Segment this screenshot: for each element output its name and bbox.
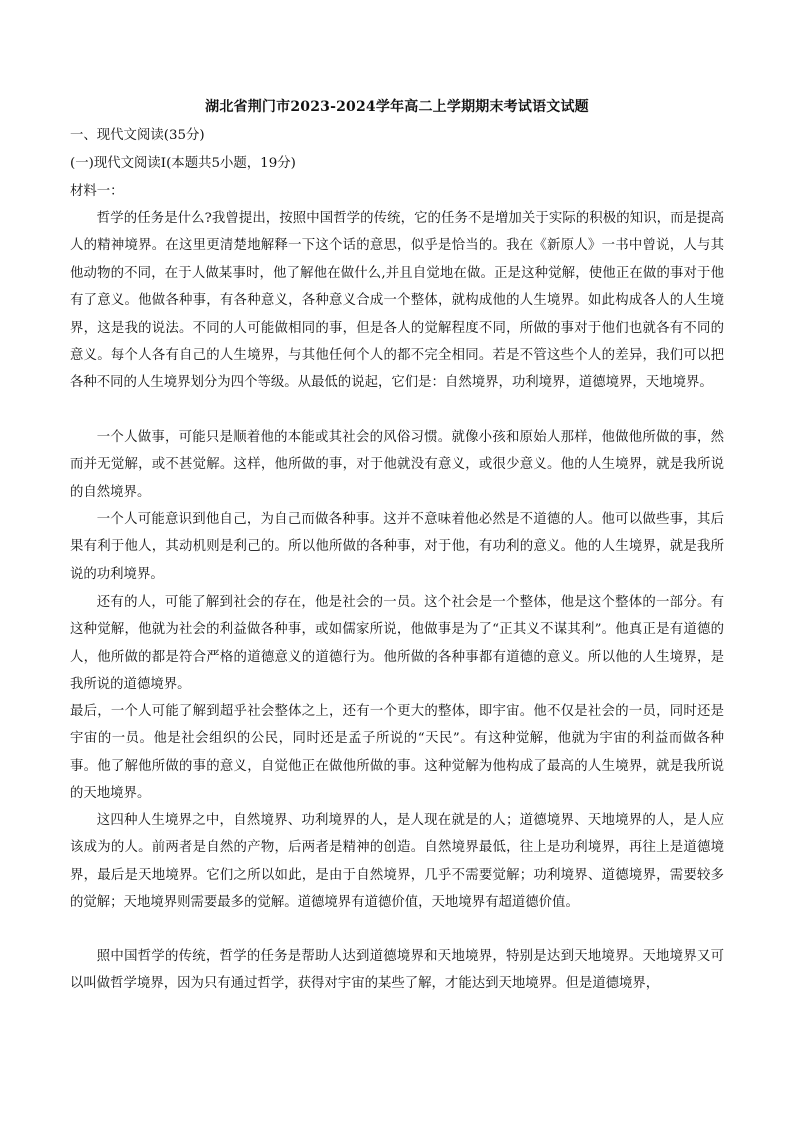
section-heading: 一、现代文阅读(35分) <box>70 128 205 143</box>
paragraph-5: 最后，一个人可能了解到超乎社会整体之上，还有一个更大的整体，即宇宙。他不仅是社会的一员，同时还是宇宙的一员。他是社会组织的公民，同时还是孟子所说的“天民”。有这种觉解，他就为宇宙的利益而做各种事。他了解他所做的事的意义，自觉他正在做他所做的事。这种觉解为他构成了最高的人生境界，就是我所说的天地境界。 <box>70 704 724 802</box>
document-title: 湖北省荆门市2023-2024学年高二上学期期末考试语文试题 <box>205 99 589 115</box>
paragraph-4: 还有的人，可能了解到社会的存在，他是社会的一员。这个社会是一个整体，他是这个整体的一部分。有这种觉解，他就为社会的利益做各种事，或如儒家所说，他做事是为了“正其义不谋其利”。他真正是有道德的人，他所做的都是符合严格的道德意义的道德行为。他所做的各种事都有道德的意义。所以他的人生境界，是我所说的道德境界。 <box>70 595 724 693</box>
paragraph-3: 一个人可能意识到他自己，为自己而做各种事。这并不意味着他必然是不道德的人。他可以做些事，其后果有利于他人，其动机则是利己的。所以他所做的各种事，对于他，有功利的意义。他的人生境界，就是我所说的功利境界。 <box>70 512 724 582</box>
paragraph-6: 这四种人生境界之中，自然境界、功利境界的人，是人现在就是的人；道德境界、天地境界的人，是人应该成为的人。前两者是自然的产物，后两者是精神的创造。自然境界最低，往上是功利境界，再往上是道德境界，最后是天地境界。它们之所以如此，是由于自然境界，几乎不需要觉解；功利境界、道德境界，需要较多的觉解；天地境界则需要最多的觉解。道德境界有道德价值，天地境界有超道德价值。 <box>70 813 724 911</box>
material-label: 材料一： <box>70 184 124 199</box>
paragraph-1: 哲学的任务是什么?我曾提出，按照中国哲学的传统，它的任务不是增加关于实际的积极的知识，而是提高人的精神境界。在这里更清楚地解释一下这个话的意思，似乎是恰当的。我在《新原人》一书中曾说，人与其他动物的不同，在于人做某事时，他了解他在做什么,并且自觉地在做。正是这种觉解，使他正在做的事对于他有了意义。他做各种事，有各种意义，各种意义合成一个整体，就构成他的人生境界。如此构成各人的人生境界，这是我的说法。不同的人可能做相同的事，但是各人的觉解程度不同，所做的事对于他们也就各有不同的意义。每个人各有自己的人生境界，与其他任何个人的都不完全相同。若是不管这些个人的差异，我们可以把各种不同的人生境界划分为四个等级。从最低的说起，它们是：自然境界，功利境界，道德境界，天地境界。 <box>70 211 724 391</box>
subsection-heading: (一)现代文阅读Ⅰ(本题共5小题，19分) <box>70 156 296 171</box>
paragraph-2: 一个人做事，可能只是顺着他的本能或其社会的风俗习惯。就像小孩和原始人那样，他做他所做的事，然而并无觉解，或不甚觉解。这样，他所做的事，对于他就没有意义，或很少意义。他的人生境界，就是我所说的自然境界。 <box>70 430 724 500</box>
paragraph-7: 照中国哲学的传统，哲学的任务是帮助人达到道德境界和天地境界，特别是达到天地境界。天地境界又可以叫做哲学境界，因为只有通过哲学，获得对宇宙的某些了解，才能达到天地境界。但是道德境界， <box>70 949 724 992</box>
